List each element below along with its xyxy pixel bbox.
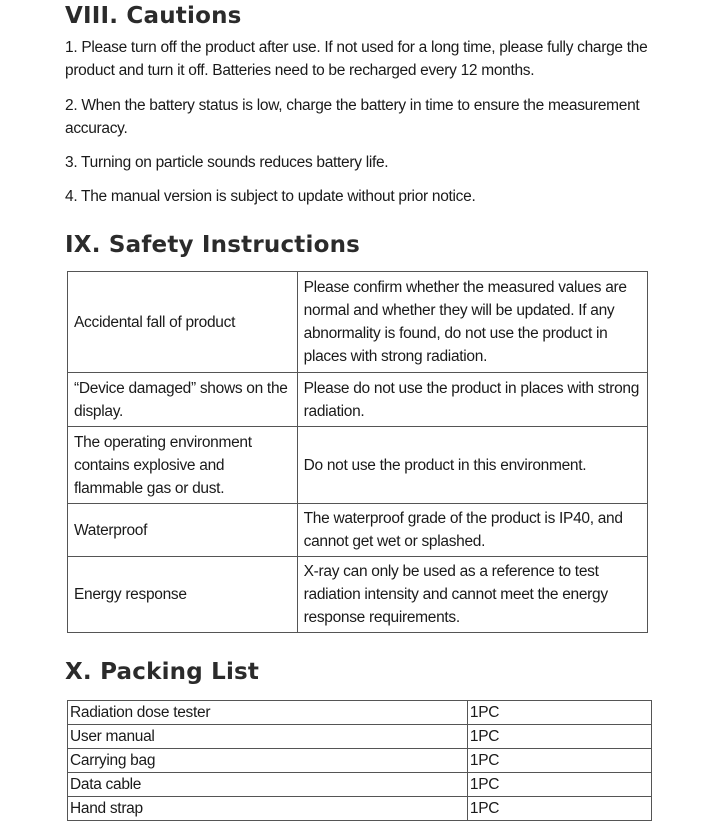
packing-item-cell: Carrying bag bbox=[68, 749, 468, 773]
safety-instruction-cell: The waterproof grade of the product is IP40, and cannot get wet or splashed. bbox=[297, 504, 647, 557]
packing-qty-cell: 1PC bbox=[467, 701, 651, 725]
packing-item-cell: Hand strap bbox=[68, 797, 468, 821]
table-row bbox=[68, 504, 648, 557]
safety-instruction-cell: Do not use the product in this environment. bbox=[297, 427, 647, 504]
safety-situation-cell: Energy response bbox=[68, 557, 298, 633]
safety-situation-cell: The operating environment contains explosive and flammable gas or dust. bbox=[68, 427, 298, 504]
table-row bbox=[68, 725, 652, 749]
safety-situation-cell: Waterproof bbox=[68, 504, 298, 557]
safety-instruction-cell: Please confirm whether the measured values are normal and whether they will be updated. If any abnormality is found, do not use the product in places with strong radiation. bbox=[297, 272, 647, 373]
safety-situation-cell: “Device damaged” shows on the display. bbox=[68, 373, 298, 427]
cautions-heading: VIII. Cautions bbox=[65, 3, 242, 29]
packing-qty-cell: 1PC bbox=[467, 749, 651, 773]
packing-item-cell: User manual bbox=[68, 725, 468, 749]
table-row bbox=[68, 373, 648, 427]
safety-instruction-cell: X-ray can only be used as a reference to test radiation intensity and cannot meet the energy response requirements. bbox=[297, 557, 647, 633]
safety-instruction-cell: Please do not use the product in places with strong radiation. bbox=[297, 373, 647, 427]
table-row bbox=[68, 272, 648, 373]
table-row bbox=[68, 797, 652, 821]
safety-heading: IX. Safety Instructions bbox=[65, 232, 361, 258]
table-row bbox=[68, 701, 652, 725]
packing-table bbox=[67, 700, 652, 821]
table-row bbox=[68, 427, 648, 504]
packing-heading: X. Packing List bbox=[65, 659, 260, 685]
packing-qty-cell: 1PC bbox=[467, 773, 651, 797]
caution-item-3: 3. Turning on particle sounds reduces battery life. bbox=[65, 154, 389, 171]
table-row bbox=[68, 749, 652, 773]
packing-item-cell: Data cable bbox=[68, 773, 468, 797]
caution-item-1: 1. Please turn off the product after use. If not used for a long time, please fully charge the product and turn it off. Batteries need to be recharged every 12 months. bbox=[65, 39, 648, 79]
table-row bbox=[68, 773, 652, 797]
safety-table bbox=[67, 271, 648, 633]
caution-item-2: 2. When the battery status is low, charge the battery in time to ensure the measurement accuracy. bbox=[65, 97, 640, 137]
table-row bbox=[68, 557, 648, 633]
packing-item-cell: Radiation dose tester bbox=[68, 701, 468, 725]
packing-qty-cell: 1PC bbox=[467, 797, 651, 821]
safety-situation-cell: Accidental fall of product bbox=[68, 272, 298, 373]
packing-qty-cell: 1PC bbox=[467, 725, 651, 749]
caution-item-4: 4. The manual version is subject to update without prior notice. bbox=[65, 188, 476, 205]
